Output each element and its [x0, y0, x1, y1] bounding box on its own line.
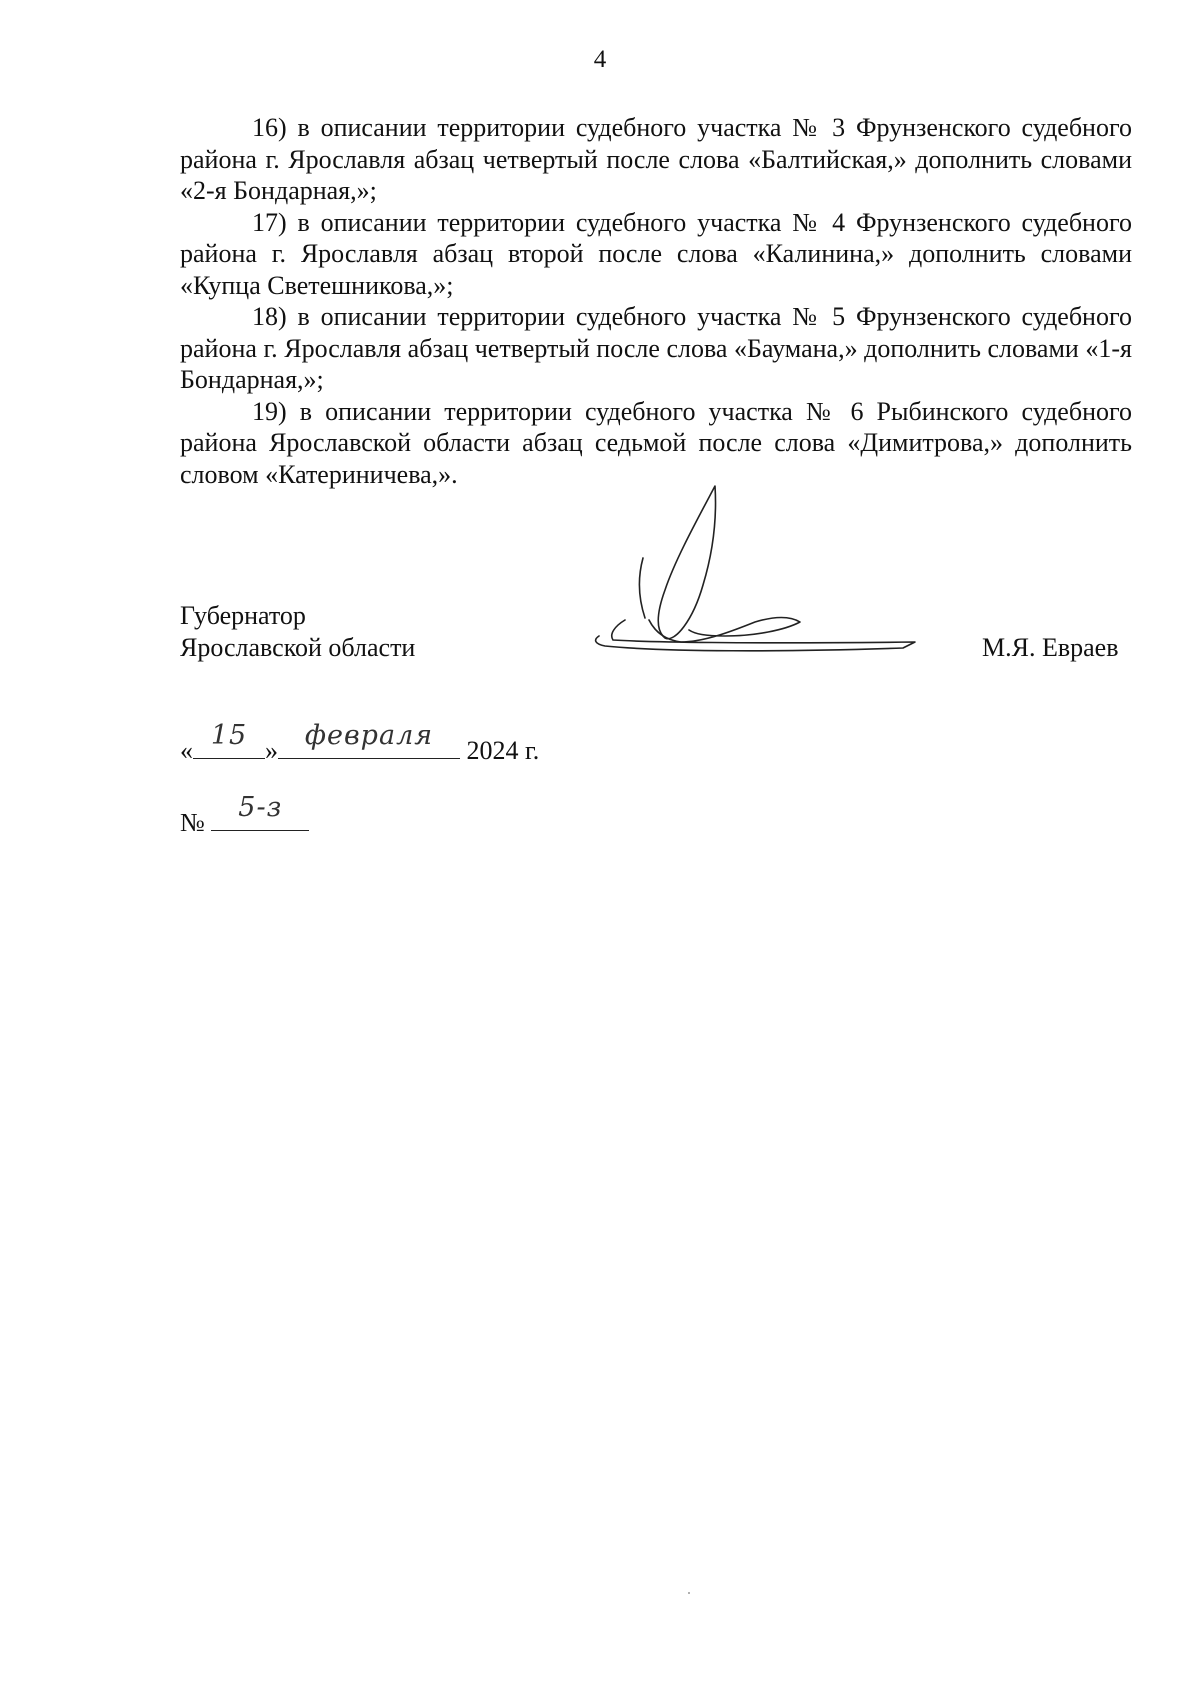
signatory-title: [180, 600, 415, 664]
document-number-field: [211, 792, 309, 831]
date-open-quote: «: [180, 736, 193, 765]
date-month-value: февраля: [304, 720, 434, 751]
document-number: [180, 792, 309, 843]
page-number: 4: [593, 46, 607, 73]
document-number-label: №: [180, 808, 205, 837]
document-body: [180, 112, 1132, 490]
date-month-field: [278, 720, 460, 759]
signatory-name: М.Я. Евраев: [982, 633, 1119, 662]
scan-speck: [688, 1592, 690, 1594]
date-close-quote: »: [265, 736, 278, 765]
date-day-value: 15: [210, 720, 248, 751]
list-item: 17) в описании территории судебного участка № 4 Фрунзенского судебного района г. Ярославля абзац второй после слова «Калинина,» дополнить словами «Купца Светешникова,»;: [180, 207, 1132, 300]
list-item: 19) в описании территории судебного участка № 6 Рыбинского судебного района Ярославской области абзац седьмой после слова «Димитрова,» дополнить словом «Катериничева,».: [180, 396, 1132, 489]
date-day-field: [193, 720, 265, 759]
list-item: 16) в описании территории судебного участка № 3 Фрунзенского судебного района г. Ярославля абзац четвертый после слова «Балтийская,» дополнить словами «2-я Бондарная,»;: [180, 113, 1132, 205]
date-year: 2024 г.: [466, 736, 540, 765]
document-number-value: 5-з: [238, 792, 283, 823]
signatory-title-line1: Губернатор: [180, 601, 306, 630]
signatory-title-line2: Ярославской области: [180, 633, 416, 662]
signing-date: [180, 720, 540, 771]
handwritten-signature: [585, 480, 965, 700]
list-item: 18) в описании территории судебного участка № 5 Фрунзенского судебного района г. Ярославля абзац четвертый после слова «Баумана,» дополнить словами «1-я Бондарная,»;: [180, 302, 1132, 394]
